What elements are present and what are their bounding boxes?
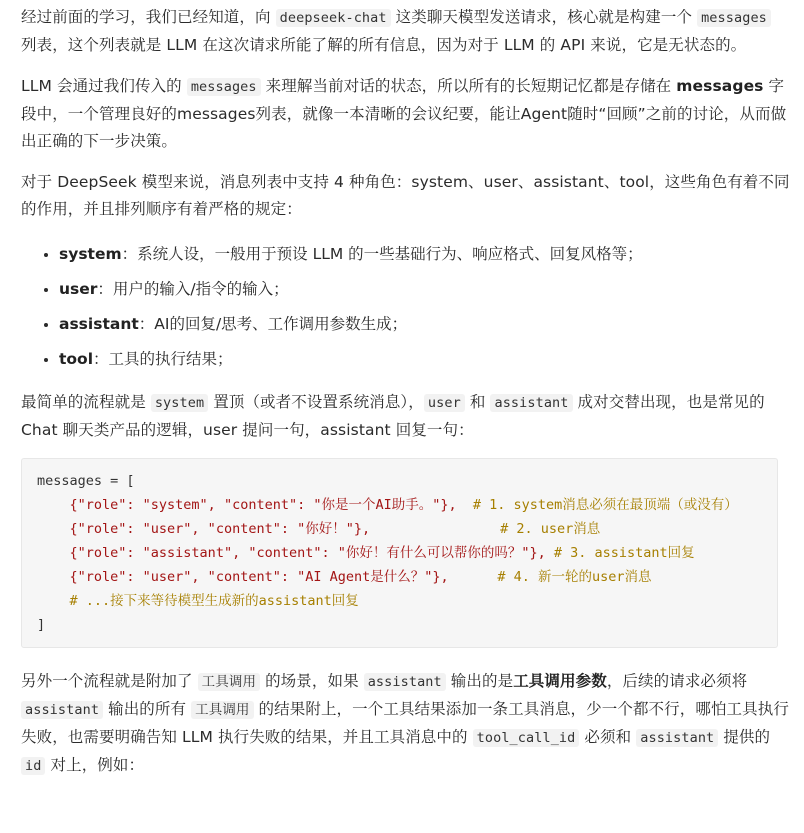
- text: 另外一个流程就是附加了: [21, 672, 198, 690]
- text: 的结果附上，一个工具结果添加一条工具消息，少一个都不行，哪怕工具执行失败，也需要明确告知 LLM 执行失败的结果，并且工具消息中的: [21, 700, 789, 746]
- text: 最简单的流程就是: [21, 393, 151, 411]
- text: 输出的是: [445, 672, 514, 690]
- code-line-system: {"role": "system", "content": "你是一个AI助手。"},: [69, 497, 457, 513]
- code-indent: [37, 497, 70, 513]
- role-name: tool: [59, 350, 94, 368]
- inline-code-user: user: [424, 394, 465, 412]
- text: 必须和: [579, 728, 637, 746]
- code-line-assistant: {"role": "assistant", "content": "你好！有什么可以帮你的吗？"},: [69, 545, 546, 561]
- code-line-user: {"role": "user", "content": "你好！"},: [69, 521, 371, 537]
- inline-code-assistant: assistant: [490, 394, 572, 412]
- text: 经过前面的学习，我们已经知道，向: [21, 8, 276, 26]
- text: LLM 会通过我们传入的: [21, 77, 187, 95]
- text: 成对交替出现，也是常见的 Chat 聊天类产品的逻辑，user 提问一句，assistant 回复一句：: [21, 393, 765, 439]
- code-indent: [37, 521, 70, 537]
- code-indent: [37, 545, 70, 561]
- code-comment: # 4. 新一轮的user消息: [448, 569, 652, 585]
- paragraph-tool-flow: [21, 668, 790, 780]
- role-name: assistant: [59, 315, 139, 333]
- text: 和: [464, 393, 491, 411]
- code-block-messages-example: [21, 458, 778, 648]
- text: 来理解当前对话的状态，所以所有的长短期记忆都是存储在: [260, 77, 677, 95]
- code-indent: [37, 569, 70, 585]
- code-comment: # 3. assistant回复: [545, 545, 695, 561]
- role-description: ：工具的执行结果；: [93, 350, 233, 368]
- code-comment: # 2. user消息: [370, 521, 601, 537]
- text: 对于 DeepSeek 模型来说，消息列表中支持 4 种角色：system、user、assistant、tool，这些角色有着不同的作用，并且排列顺序有着严格的规定：: [21, 173, 790, 218]
- role-name: user: [59, 280, 98, 298]
- code-indent: [37, 593, 70, 609]
- code-comment: # 1. system消息必须在最顶端（或没有）: [456, 497, 738, 513]
- code-line-user-2: {"role": "user", "content": "AI Agent是什么？"},: [69, 569, 449, 585]
- text: 提供的: [718, 728, 771, 746]
- inline-code-assistant: assistant: [21, 701, 103, 719]
- roles-list: [21, 237, 790, 377]
- paragraph-simple-flow: [21, 389, 790, 444]
- text: 对上，例如：: [45, 756, 145, 774]
- role-description: ：AI的回复/思考、工作调用参数生成；: [138, 315, 408, 333]
- bold-tool-call-params: 工具调用参数: [513, 672, 607, 690]
- role-name: system: [59, 245, 122, 263]
- text: 列表，这个列表就是 LLM 在这次请求所能了解的所有信息，因为对于 LLM 的 API 来说，它是无状态的。: [21, 36, 747, 54]
- paragraph-roles-intro: [21, 169, 790, 223]
- bold-messages: messages: [676, 77, 764, 95]
- paragraph-intro: [21, 4, 790, 59]
- inline-code-tool-call: 工具调用: [198, 673, 260, 691]
- list-item-role-system: [59, 237, 790, 272]
- inline-code-messages: messages: [697, 9, 771, 27]
- code-comment: # ...接下来等待模型生成新的assistant回复: [69, 593, 359, 609]
- text: 置顶（或者不设置系统消息），: [208, 393, 424, 411]
- text: ，后续的请求必须将: [606, 672, 748, 690]
- inline-code-id: id: [21, 757, 45, 775]
- list-item-role-tool: [59, 342, 790, 377]
- inline-code-tool-call-id: tool_call_id: [473, 729, 580, 747]
- inline-code-assistant: assistant: [636, 729, 718, 747]
- text: 的场景，如果: [260, 672, 364, 690]
- code-token: messages: [37, 473, 103, 489]
- role-description: ：用户的输入/指令的输入；: [97, 280, 289, 298]
- inline-code-model-name: deepseek-chat: [276, 9, 391, 27]
- text: 字段中，一个管理良好的messages列表，就像一本清晰的会议纪要，能让Agent随时“回顾”之前的讨论，从而做出正确的下一步决策。: [21, 77, 787, 150]
- code-token: ]: [37, 617, 46, 633]
- list-item-role-assistant: [59, 307, 790, 342]
- inline-code-messages: messages: [187, 78, 261, 96]
- inline-code-assistant: assistant: [364, 673, 446, 691]
- code-token: = [: [102, 473, 135, 489]
- text: 输出的所有: [103, 700, 192, 718]
- inline-code-system: system: [151, 394, 208, 412]
- paragraph-memory: [21, 73, 790, 155]
- role-description: ：系统人设，一般用于预设 LLM 的一些基础行为、响应格式、回复风格等；: [121, 245, 643, 263]
- list-item-role-user: [59, 272, 790, 307]
- inline-code-tool-call: 工具调用: [191, 701, 253, 719]
- text: 这类聊天模型发送请求，核心就是构建一个: [390, 8, 698, 26]
